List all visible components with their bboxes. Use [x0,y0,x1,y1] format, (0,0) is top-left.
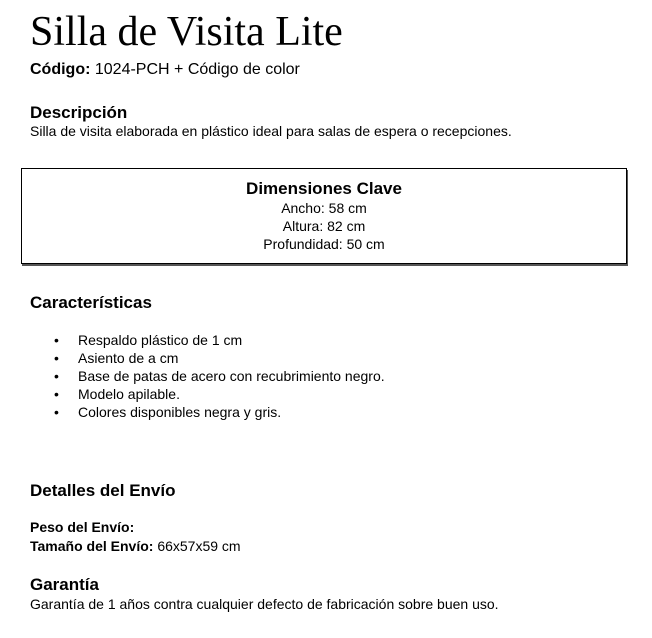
product-title: Silla de Visita Lite [30,9,343,55]
shipping-size [30,538,241,555]
product-code-label: Código: [30,61,91,78]
list-item [50,349,385,367]
dimension-depth: Profundidad: 50 cm [263,236,385,252]
description-heading: Descripción [30,103,128,122]
dimension-width: Ancho: 58 cm [281,200,367,216]
dimension-height: Altura: 82 cm [282,218,366,234]
features-heading: Características [30,293,152,312]
bullet-icon: • [54,350,59,366]
shipping-size-value: 66x57x59 cm [157,538,241,554]
list-item [50,367,385,385]
bullet-icon: • [54,368,59,384]
feature-text: Base de patas de acero con recubrimiento negro. [78,368,385,384]
warranty-text: Garantía de 1 años contra cualquier defecto de fabricación sobre buen uso. [30,596,499,612]
feature-text: Modelo apilable. [78,386,180,402]
features-list [50,331,385,421]
warranty-heading: Garantía [30,575,99,594]
feature-text: Colores disponibles negra y gris. [78,404,282,420]
shipping-weight-label: Peso del Envío: [30,519,135,535]
list-item [50,331,385,349]
shipping-size-label: Tamaño del Envío: [30,538,154,554]
bullet-icon: • [54,332,59,348]
bullet-icon: • [54,386,59,402]
dimensions-heading: Dimensiones Clave [246,179,402,198]
description-text: Silla de visita elaborada en plástico ideal para salas de espera o recepciones. [30,123,512,139]
bullet-icon: • [54,404,59,420]
feature-text: Respaldo plástico de 1 cm [78,332,243,348]
shipping-heading: Detalles del Envío [30,481,176,500]
list-item [50,385,385,403]
product-code-value: 1024-PCH + Código de color [94,61,300,78]
shipping-weight [30,519,134,536]
feature-text: Asiento de a cm [78,350,179,366]
product-code [30,60,300,80]
dimensions-box [21,168,627,264]
list-item [50,403,385,421]
